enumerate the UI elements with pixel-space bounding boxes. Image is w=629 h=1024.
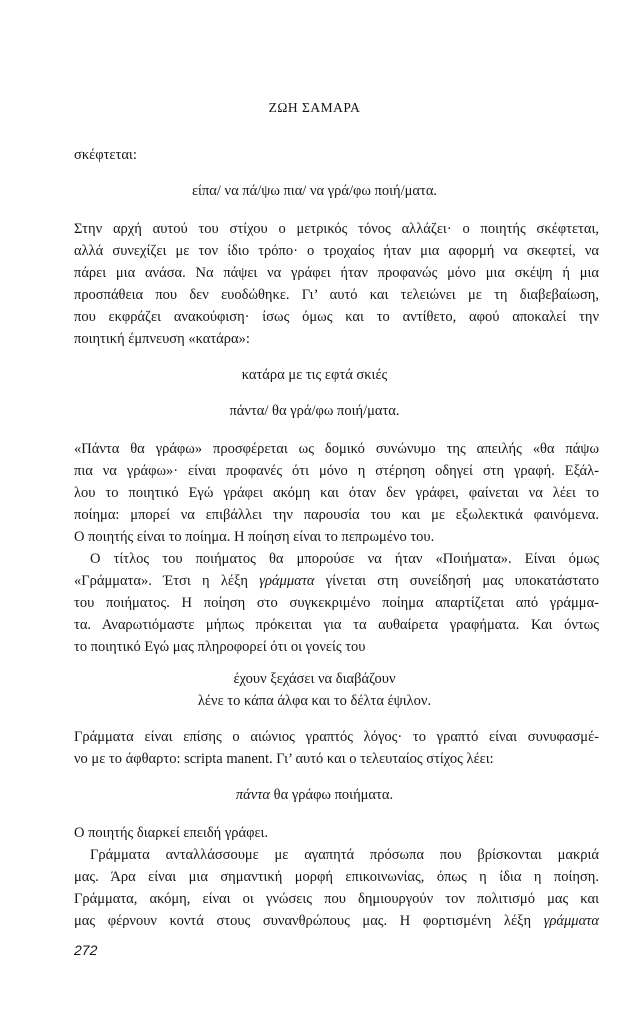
- italic-word: πάντα: [235, 787, 271, 803]
- text-line: μας. Άρα είναι μια σημαντική μορφή επικοινωνίας, όπως η ίδια η ποίηση.: [74, 869, 599, 885]
- text-line: του ποιήματος. Η ποίηση στο συγκεκριμένο ποίημα απαρτίζεται από γράμμα-: [74, 595, 599, 611]
- text-line: σκέφτεται:: [74, 147, 137, 163]
- text-line: Γράμματα ανταλλάσσουμε με αγαπητά πρόσωπα που βρίσκονται μακριά: [90, 847, 599, 863]
- text-line: [74, 910, 599, 932]
- text-line: [74, 570, 599, 592]
- running-header: ΖΩΗ ΣΑΜΑΡΑ: [268, 100, 361, 115]
- text-line: αλλά συνεχίζει με τον ίδιο τρόπο· ο τροχαίος ήταν μια αφορμή να σκεφτεί, να: [74, 243, 599, 259]
- text-span: θα γράφω ποιήματα.: [270, 787, 394, 803]
- verse-quote: [0, 784, 629, 806]
- page-number: 272: [74, 942, 98, 958]
- text-line: Ο ποιητής είναι το ποίημα. Η ποίηση είναι το πεπρωμένο του.: [74, 529, 435, 545]
- italic-word: γράμματα: [543, 913, 599, 929]
- verse-quote: έχουν ξεχάσει να διαβάζουν: [233, 671, 396, 687]
- verse-quote: λένε το κάπα άλφα και το δέλτα έψιλον.: [197, 693, 432, 709]
- verse-quote: πάντα/ θα γρά/φω ποιή/ματα.: [229, 403, 400, 419]
- text-line: ποιητική έμπνευση «κατάρα»:: [74, 331, 250, 347]
- verse-quote: κατάρα με τις εφτά σκιές: [241, 367, 388, 383]
- text-line: τα. Αναρωτιόμαστε μήπως πρόκειται για τα αυθαίρετα γραφήματα. Και όντως: [74, 617, 599, 633]
- text-line: Ο ποιητής διαρκεί επειδή γράφει.: [74, 825, 269, 841]
- text-line: λου το ποιητικό Εγώ γράφει ακόμη και όταν δεν γράφει, φαίνεται να λέει το: [74, 485, 599, 501]
- text-line: Στην αρχή αυτού του στίχου ο μετρικός τόνος αλλάζει· ο ποιητής σκέφτεται,: [74, 221, 599, 237]
- text-line: πια να γράφω»· είναι προφανές ότι μόνο η στέρηση οδηγεί στη γραφή. Εξάλ-: [74, 463, 599, 479]
- italic-word: γράμματα: [259, 573, 315, 589]
- text-line: προσπάθεια που δεν ευοδώθηκε. Γι’ αυτό και τελειώνει με τη διαβεβαίωση,: [74, 287, 599, 303]
- text-line: που εκφράζει ανακούφιση· ίσως όμως και το αντίθετο, αφού αποκαλεί την: [74, 309, 599, 325]
- text-line: το ποιητικό Εγώ μας πληροφορεί ότι οι γονείς του: [74, 639, 366, 655]
- text-line: Γράμματα είναι επίσης ο αιώνιος γραπτός λόγος· το γραπτό είναι συνυφασμέ-: [74, 729, 599, 745]
- text-span: γίνεται στη συνείδησή μας υποκατάστατο: [314, 573, 599, 589]
- text-line: «Πάντα θα γράφω» προσφέρεται ως δομικό συνώνυμο της απειλής «θα πάψω: [74, 441, 599, 457]
- text-line: Γράμματα, ακόμη, είναι οι γνώσεις που δημιουργούν τον πολιτισμό μας και: [74, 891, 599, 907]
- text-span: μας φέρνουν κοντά στους συνανθρώπους μας. Η φορτισμένη λέξη: [74, 913, 544, 929]
- text-line: Ο τίτλος του ποιήματος θα μπορούσε να ήταν «Ποιήματα». Είναι όμως: [90, 551, 599, 567]
- text-line: πάρει μια ανάσα. Να πάψει να γράφει ήταν προφανώς μόνο μια σκέψη ή μια: [74, 265, 599, 281]
- text-line: ποίημα: μπορεί να επιβάλλει την παρουσία του και με εξωλεκτικά φαινόμενα.: [74, 507, 599, 523]
- text-span: «Γράμματα». Έτσι η λέξη: [74, 573, 260, 589]
- verse-quote: είπα/ να πά/ψω πια/ να γρά/φω ποιή/ματα.: [191, 183, 438, 199]
- text-line: νο με το άφθαρτο: scripta manent. Γι’ αυτό και ο τελευταίος στίχος λέει:: [74, 751, 494, 767]
